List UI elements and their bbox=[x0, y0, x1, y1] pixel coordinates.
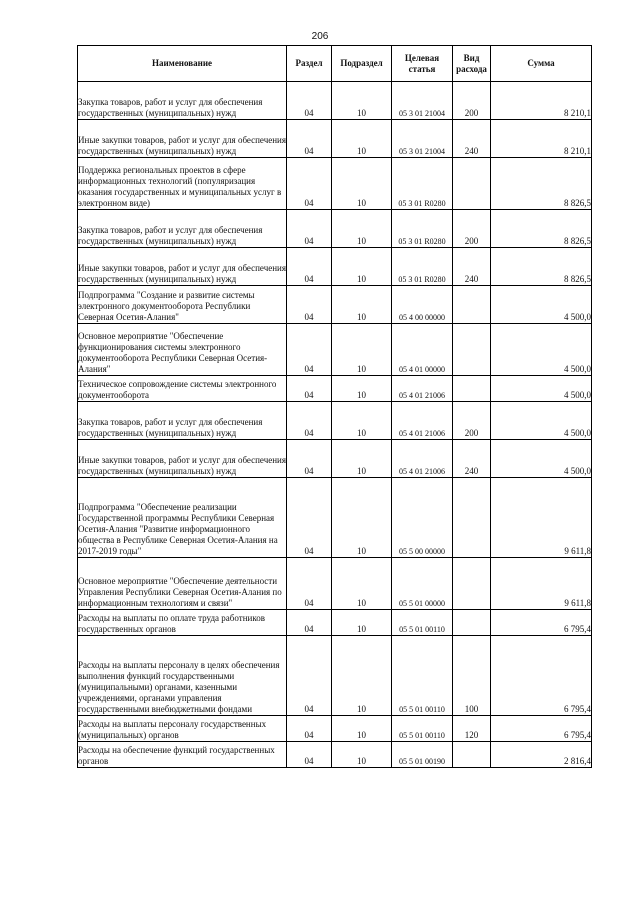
row-sum: 4 500,0 bbox=[491, 440, 592, 478]
row-subsection: 10 bbox=[332, 636, 392, 716]
row-target: 05 5 01 00110 bbox=[392, 636, 453, 716]
row-type bbox=[453, 478, 491, 558]
row-target: 05 4 01 21006 bbox=[392, 440, 453, 478]
row-name-text: Основное мероприятие "Обеспечение деятельности Управления Республики Северная Осетия-Алания по информационным технологиям и связи" bbox=[78, 576, 282, 608]
row-name bbox=[78, 558, 287, 610]
table-row bbox=[78, 636, 592, 716]
row-type bbox=[453, 286, 491, 324]
row-sum: 8 210,1 bbox=[491, 120, 592, 158]
row-name-text: Закупка товаров, работ и услуг для обеспечения государственных (муниципальных) нужд bbox=[78, 97, 263, 118]
row-name-text: Расходы на выплаты персоналу государственных (муниципальных) органов bbox=[78, 719, 267, 740]
row-subsection: 10 bbox=[332, 248, 392, 286]
page-number: 206 bbox=[311, 31, 329, 42]
table-row bbox=[78, 120, 592, 158]
row-name-text: Расходы на обеспечение функций государственных органов bbox=[78, 745, 275, 766]
column-header-name: Наименование bbox=[78, 46, 287, 82]
row-section: 04 bbox=[287, 716, 332, 742]
row-target: 05 5 01 00000 bbox=[392, 558, 453, 610]
row-sum: 8 826,5 bbox=[491, 248, 592, 286]
row-name-text: Иные закупки товаров, работ и услуг для обеспечения государственных (муниципальных) нужд bbox=[78, 455, 286, 476]
row-target: 05 5 01 00110 bbox=[392, 716, 453, 742]
row-type: 120 bbox=[453, 716, 491, 742]
row-type: 200 bbox=[453, 402, 491, 440]
row-name bbox=[78, 158, 287, 210]
row-type: 100 bbox=[453, 636, 491, 716]
row-target: 05 3 01 21004 bbox=[392, 82, 453, 120]
row-section: 04 bbox=[287, 636, 332, 716]
row-subsection: 10 bbox=[332, 610, 392, 636]
row-type bbox=[453, 324, 491, 376]
row-name bbox=[78, 610, 287, 636]
table-row bbox=[78, 158, 592, 210]
row-section: 04 bbox=[287, 248, 332, 286]
row-name bbox=[78, 742, 287, 768]
row-section: 04 bbox=[287, 478, 332, 558]
row-target: 05 3 01 R0280 bbox=[392, 210, 453, 248]
row-sum: 8 826,5 bbox=[491, 158, 592, 210]
row-target: 05 5 01 00190 bbox=[392, 742, 453, 768]
row-section: 04 bbox=[287, 402, 332, 440]
row-name-text: Расходы на выплаты персоналу в целях обеспечения выполнения функций государственными (муниципальными) органами, казенными учреждениями, органами управления государственными внебюджетными фондами bbox=[78, 660, 280, 714]
table-row bbox=[78, 82, 592, 120]
budget-table bbox=[77, 45, 592, 768]
column-header-sum: Сумма bbox=[491, 46, 592, 82]
row-type bbox=[453, 742, 491, 768]
row-type bbox=[453, 610, 491, 636]
row-sum: 9 611,8 bbox=[491, 478, 592, 558]
row-subsection: 10 bbox=[332, 478, 392, 558]
table-row bbox=[78, 440, 592, 478]
row-section: 04 bbox=[287, 210, 332, 248]
row-sum: 4 500,0 bbox=[491, 286, 592, 324]
row-name bbox=[78, 82, 287, 120]
row-sum: 6 795,4 bbox=[491, 716, 592, 742]
row-name-text: Расходы на выплаты по оплате труда работников государственных органов bbox=[78, 613, 265, 634]
row-sum: 4 500,0 bbox=[491, 402, 592, 440]
row-name-text: Подпрограмма "Обеспечение реализации Государственной программы Республики Северная Осетия-Алания "Развитие информационного общества в Республике Северная Осетия-Алания на 2017-2019 годы" bbox=[78, 502, 278, 556]
row-target: 05 4 01 21006 bbox=[392, 376, 453, 402]
row-sum: 9 611,8 bbox=[491, 558, 592, 610]
column-header-type: Вид расхода bbox=[453, 46, 491, 82]
row-name bbox=[78, 210, 287, 248]
row-name bbox=[78, 324, 287, 376]
row-name bbox=[78, 716, 287, 742]
column-header-section: Раздел bbox=[287, 46, 332, 82]
row-target: 05 5 00 00000 bbox=[392, 478, 453, 558]
row-name bbox=[78, 376, 287, 402]
row-section: 04 bbox=[287, 324, 332, 376]
row-name-text: Иные закупки товаров, работ и услуг для обеспечения государственных (муниципальных) нужд bbox=[78, 135, 286, 156]
row-sum: 6 795,4 bbox=[491, 610, 592, 636]
row-subsection: 10 bbox=[332, 324, 392, 376]
row-type bbox=[453, 376, 491, 402]
row-name bbox=[78, 402, 287, 440]
row-subsection: 10 bbox=[332, 716, 392, 742]
row-name bbox=[78, 478, 287, 558]
row-section: 04 bbox=[287, 158, 332, 210]
row-section: 04 bbox=[287, 610, 332, 636]
column-header-subsection: Подраздел bbox=[332, 46, 392, 82]
row-subsection: 10 bbox=[332, 120, 392, 158]
row-subsection: 10 bbox=[332, 158, 392, 210]
row-subsection: 10 bbox=[332, 402, 392, 440]
table-row bbox=[78, 558, 592, 610]
row-subsection: 10 bbox=[332, 376, 392, 402]
row-name-text: Подпрограмма "Создание и развитие системы электронного документооборота Республики Северная Осетия-Алания" bbox=[78, 290, 255, 322]
table-row bbox=[78, 248, 592, 286]
row-name bbox=[78, 636, 287, 716]
row-target: 05 4 01 00000 bbox=[392, 324, 453, 376]
row-sum: 4 500,0 bbox=[491, 376, 592, 402]
row-sum: 2 816,4 bbox=[491, 742, 592, 768]
row-type: 240 bbox=[453, 120, 491, 158]
row-subsection: 10 bbox=[332, 558, 392, 610]
row-section: 04 bbox=[287, 440, 332, 478]
table-row bbox=[78, 286, 592, 324]
row-subsection: 10 bbox=[332, 742, 392, 768]
row-section: 04 bbox=[287, 558, 332, 610]
row-sum: 8 210,1 bbox=[491, 82, 592, 120]
row-name-text: Поддержка региональных проектов в сфере информационных технологий (популяризация оказания государственных и муниципальных услуг в электронном виде) bbox=[78, 165, 282, 208]
row-type: 240 bbox=[453, 440, 491, 478]
table-row bbox=[78, 376, 592, 402]
row-sum: 6 795,4 bbox=[491, 636, 592, 716]
row-sum: 4 500,0 bbox=[491, 324, 592, 376]
row-type: 200 bbox=[453, 210, 491, 248]
row-target: 05 3 01 R0280 bbox=[392, 248, 453, 286]
row-target: 05 4 00 00000 bbox=[392, 286, 453, 324]
row-section: 04 bbox=[287, 376, 332, 402]
row-target: 05 5 01 00110 bbox=[392, 610, 453, 636]
table-row bbox=[78, 478, 592, 558]
row-subsection: 10 bbox=[332, 82, 392, 120]
row-target: 05 4 01 21006 bbox=[392, 402, 453, 440]
row-type: 240 bbox=[453, 248, 491, 286]
row-name-text: Техническое сопровождение системы электронного документооборота bbox=[78, 379, 277, 400]
table-row bbox=[78, 210, 592, 248]
row-target: 05 3 01 R0280 bbox=[392, 158, 453, 210]
row-name-text: Закупка товаров, работ и услуг для обеспечения государственных (муниципальных) нужд bbox=[78, 417, 263, 438]
table-row bbox=[78, 610, 592, 636]
row-name bbox=[78, 440, 287, 478]
table-row bbox=[78, 716, 592, 742]
row-name bbox=[78, 120, 287, 158]
row-subsection: 10 bbox=[332, 210, 392, 248]
row-section: 04 bbox=[287, 286, 332, 324]
row-section: 04 bbox=[287, 120, 332, 158]
table-row bbox=[78, 402, 592, 440]
row-name bbox=[78, 286, 287, 324]
row-name-text: Основное мероприятие "Обеспечение функционирования системы электронного документооборота Республики Северная Осетия-Алания" bbox=[78, 331, 268, 374]
row-name-text: Закупка товаров, работ и услуг для обеспечения государственных (муниципальных) нужд bbox=[78, 225, 263, 246]
table-row bbox=[78, 742, 592, 768]
row-type bbox=[453, 158, 491, 210]
row-section: 04 bbox=[287, 82, 332, 120]
table-row bbox=[78, 324, 592, 376]
row-section: 04 bbox=[287, 742, 332, 768]
row-subsection: 10 bbox=[332, 440, 392, 478]
row-name bbox=[78, 248, 287, 286]
row-name-text: Иные закупки товаров, работ и услуг для обеспечения государственных (муниципальных) нужд bbox=[78, 263, 286, 284]
table-header-row bbox=[78, 46, 592, 82]
row-target: 05 3 01 21004 bbox=[392, 120, 453, 158]
row-sum: 8 826,5 bbox=[491, 210, 592, 248]
column-header-target: Целевая статья bbox=[392, 46, 453, 82]
row-subsection: 10 bbox=[332, 286, 392, 324]
row-type: 200 bbox=[453, 82, 491, 120]
row-type bbox=[453, 558, 491, 610]
